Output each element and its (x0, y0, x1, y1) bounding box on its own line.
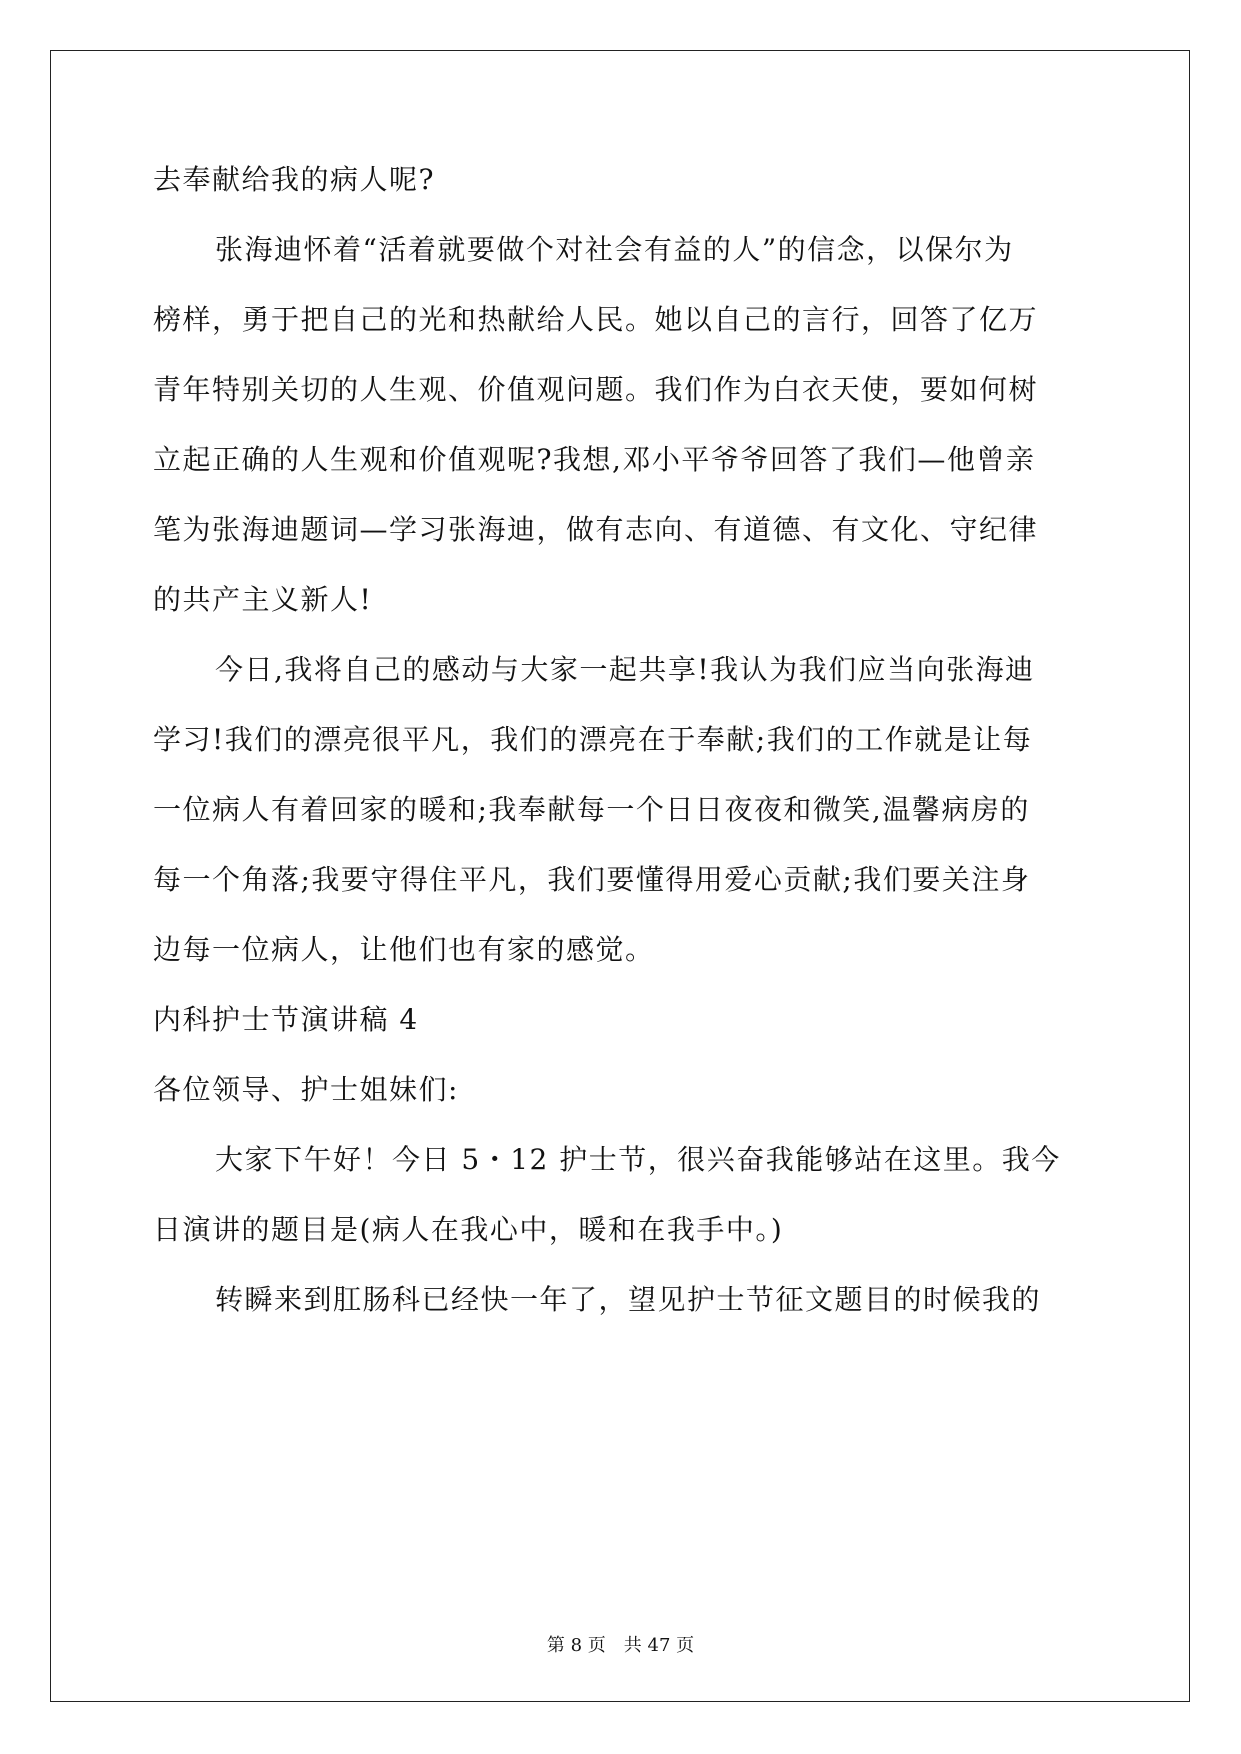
text-line: 去奉献给我的病人呢? (153, 163, 436, 196)
text-line: 今日,我将自己的感动与大家一起共享!我认为我们应当向张海迪 (215, 653, 1035, 686)
text-line: 每一个角落;我要守得住平凡，我们要懂得用爱心贡献;我们要关注身 (153, 863, 1031, 896)
page-total: 共 47 页 (623, 1635, 695, 1656)
text-line: 大家下午好！今日 5・12 护士节，很兴奋我能够站在这里。我今 (215, 1143, 1061, 1176)
text-line: 立起正确的人生观和价值观呢?我想,邓小平爷爷回答了我们—他曾亲 (153, 443, 1036, 476)
text-line: 一位病人有着回家的暖和;我奉献每一个日日夜夜和微笑,温馨病房的 (153, 793, 1030, 826)
text-line: 的共产主义新人! (153, 583, 373, 616)
salutation: 各位领导、护士姐妹们: (153, 1073, 459, 1106)
text-line: 笔为张海迪题词—学习张海迪，做有志向、有道德、有文化、守纪律 (153, 513, 1039, 546)
text-line: 边每一位病人，让他们也有家的感觉。 (153, 933, 655, 966)
page-footer (0, 1631, 1241, 1657)
page-number: 第 8 页 (546, 1635, 606, 1656)
text-line: 日演讲的题目是(病人在我心中，暖和在我手中。) (153, 1213, 784, 1246)
document-body (153, 145, 1088, 1335)
text-line: 榜样，勇于把自己的光和热献给人民。她以自己的言行，回答了亿万 (153, 303, 1039, 336)
section-heading: 内科护士节演讲稿 4 (153, 1003, 419, 1036)
text-line: 转瞬来到肛肠科已经快一年了，望见护士节征文题目的时候我的 (215, 1283, 1042, 1316)
text-line: 青年特别关切的人生观、价值观问题。我们作为白衣天使，要如何树 (153, 373, 1039, 406)
text-line: 学习!我们的漂亮很平凡，我们的漂亮在于奉献;我们的工作就是让每 (153, 723, 1033, 756)
text-line: 张海迪怀着“活着就要做个对社会有益的人”的信念，以保尔为 (215, 233, 1014, 266)
